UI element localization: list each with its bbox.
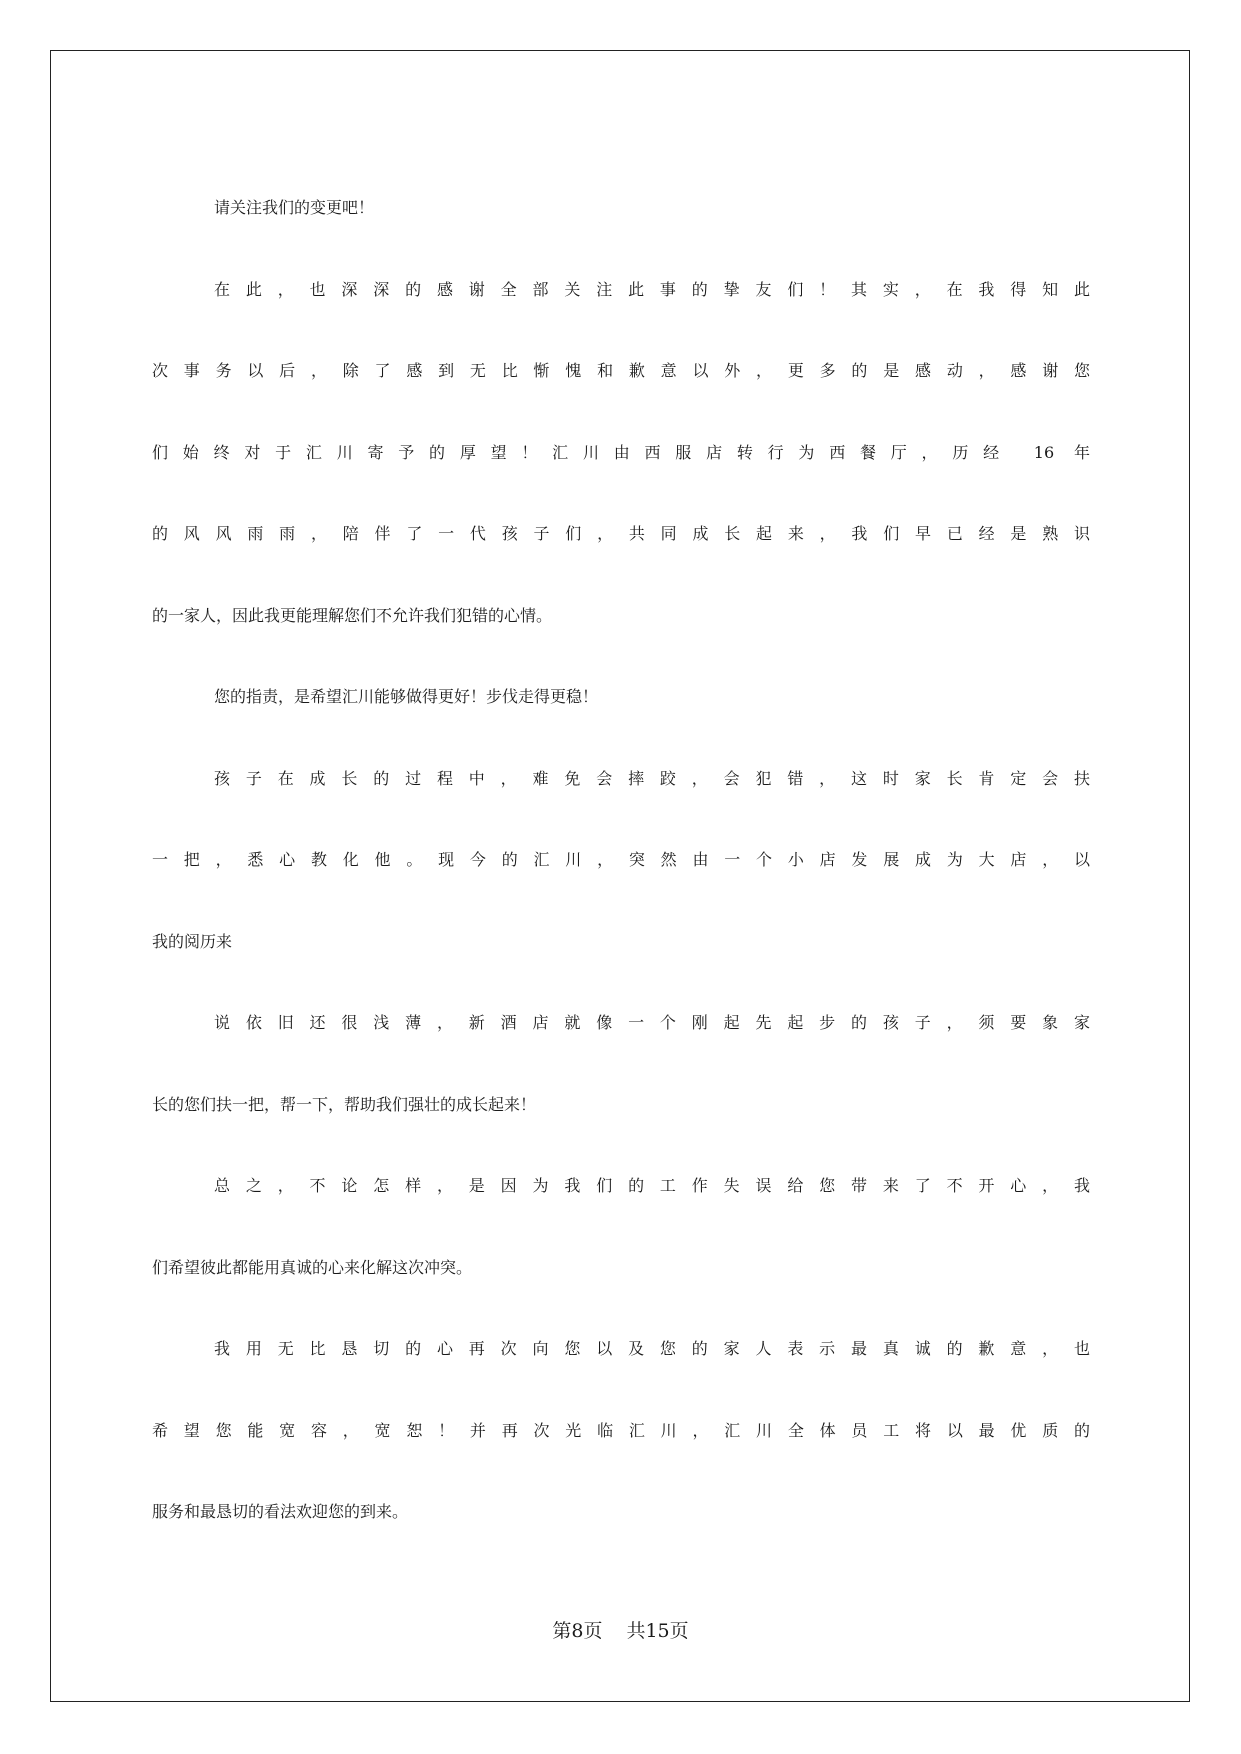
text-line: 们希望彼此都能用真诚的心来化解这次冲突。 — [152, 1257, 473, 1277]
text-line: 孩子在成长的过程中，难免会摔跤，会犯错，这时家长肯定会扶 — [214, 768, 1090, 788]
text-line: 我的阅历来 — [152, 931, 233, 951]
text-line: 您的指责，是希望汇川能够做得更好！步伐走得更稳！ — [214, 687, 599, 706]
text-line: 请关注我们的变更吧！ — [214, 198, 375, 217]
paragraph — [152, 656, 1090, 738]
text-line: 在此，也深深的感谢全部关注此事的挚友们！其实，在我得知此 — [214, 279, 1090, 299]
text-line: 总之，不论怎样，是因为我们的工作失误给您带来了不开心，我 — [214, 1176, 1090, 1195]
document-body — [152, 167, 1090, 1553]
text-line: 的一家人，因此我更能理解您们不允许我们犯错的心情。 — [152, 605, 553, 625]
text-line: 我用无比恳切的心再次向您以及您的家人表示最真诚的歉意，也 — [214, 1339, 1090, 1358]
text-line: 的风风雨雨，陪伴了一代孩子们，共同成长起来，我们早已经是熟识 — [152, 524, 1090, 543]
paragraph — [152, 1145, 1090, 1308]
text-line: 长的您们扶一把，帮一下，帮助我们强壮的成长起来！ — [152, 1094, 537, 1114]
text-line: 希望您能宽容，宽恕！并再次光临汇川，汇川全体员工将以最优质的 — [152, 1420, 1090, 1440]
paragraph — [152, 1308, 1090, 1553]
text-line: 次事务以后，除了感到无比惭愧和歉意以外，更多的是感动，感谢您 — [152, 361, 1090, 380]
page-total: 共15页 — [626, 1620, 689, 1642]
text-line: 们始终对于汇川寄予的厚望！汇川由西服店转行为西餐厅，历经 16 年 — [152, 442, 1090, 462]
page-footer — [0, 1616, 1241, 1643]
paragraph — [152, 249, 1090, 657]
paragraph — [152, 982, 1090, 1145]
paragraph — [152, 738, 1090, 983]
paragraph — [152, 167, 1090, 249]
text-line: 服务和最恳切的看法欢迎您的到来。 — [152, 1502, 409, 1521]
text-line: 一把，悉心教化他。现今的汇川，突然由一个小店发展成为大店，以 — [152, 850, 1090, 869]
text-line: 说依旧还很浅薄，新酒店就像一个刚起先起步的孩子，须要象家 — [214, 1013, 1090, 1032]
page-number: 第8页 — [552, 1620, 603, 1642]
